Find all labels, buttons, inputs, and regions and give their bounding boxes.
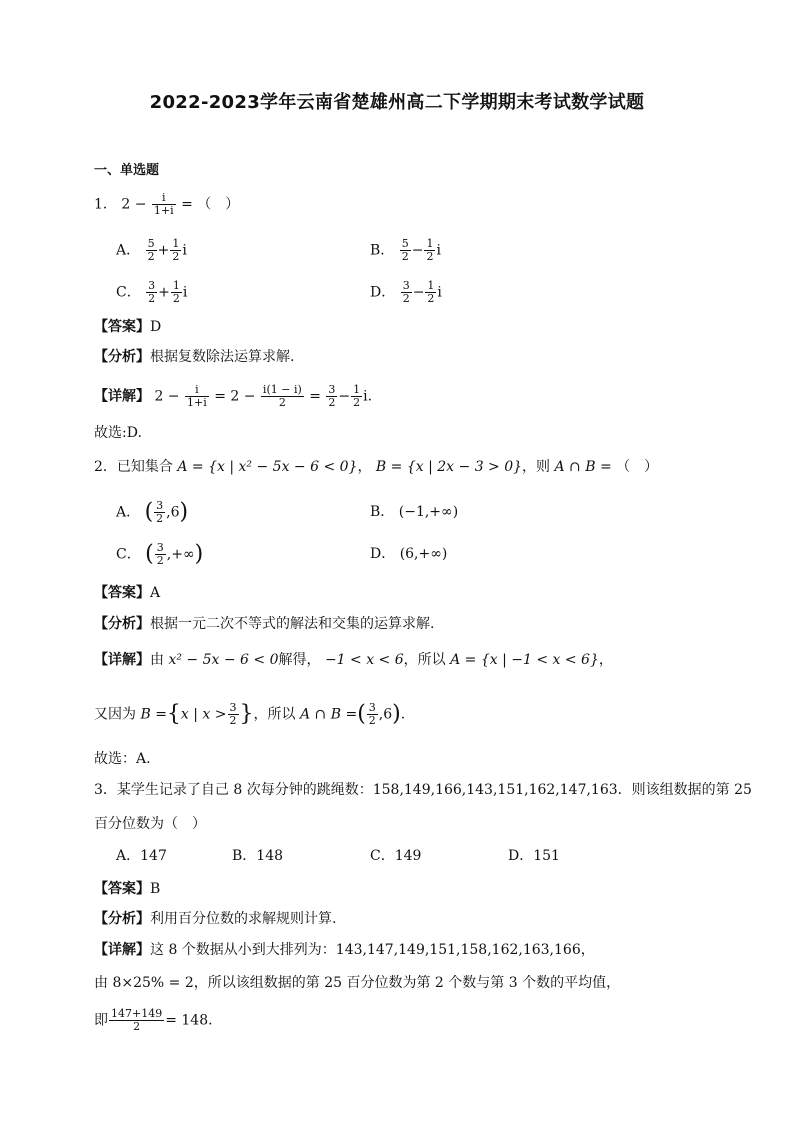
q1-answer: 【答案】D <box>94 319 162 335</box>
q1-option-d: D． $\frac{3}{2}$ − $\frac{1}{2}$ i <box>370 279 442 305</box>
q2-option-d: D． (6,+∞) <box>370 546 448 562</box>
question-2-stem: 2．已知集合 A = {x | x² − 5x − 6 < 0}， B = {x | 2x − 3 > 0}，则 A ∩ B = （ ） <box>94 459 659 475</box>
question-number: 1． <box>94 196 117 213</box>
q3-detail-line2: 由 8×25% = 2，所以该组数据的第 25 百分位数为第 2 个数与第 3 个数的平均值， <box>94 975 621 991</box>
q1-option-a: A． $\frac{5}{2}$ + $\frac{1}{2}$ i <box>116 237 187 263</box>
section-heading: 一、单选题 <box>94 163 160 178</box>
stem-fraction: $\frac{i}{1+i}$ <box>153 191 174 217</box>
q1-detail: 【详解】 2 − $\frac{i}{1+i}$ = 2 − $\frac{i(1 - i)}{2}$ = $\frac{3}{2}$ − $\frac{1}{2}$ i. <box>94 383 373 409</box>
q1-conclusion: 故选:D. <box>94 425 142 441</box>
q2-option-b: B． (−1,+∞) <box>370 504 459 520</box>
q1-option-c: C． $\frac{3}{2}$ + $\frac{1}{2}$ i <box>116 279 188 305</box>
q2-analysis: 【分析】根据一元二次不等式的解法和交集的运算求解. <box>94 616 435 632</box>
q3-option-d: D．151 <box>508 848 560 864</box>
question-1-stem <box>94 192 239 217</box>
stem-prefix: 2 − <box>121 196 147 213</box>
question-3-stem-line1: 3．某学生记录了自己 8 次每分钟的跳绳数：158,149,166,143,151,162,147,163．则该组数据的第 25 <box>94 782 752 798</box>
document-title: 2022-2023学年云南省楚雄州高二下学期期末考试数学试题 <box>149 92 645 113</box>
q2-option-a: A． ( $\frac{3}{2}$ ,6) <box>116 499 189 525</box>
q3-detail-line1: 【详解】这 8 个数据从小到大排列为：143,147,149,151,158,162,163,166， <box>94 942 595 958</box>
q3-option-c: C．149 <box>370 848 422 864</box>
q2-detail-line2: 又因为 B ={x | x > $\frac{3}{2}$ }，所以 A ∩ B =( $\frac{3}{2}$ ,6). <box>94 701 406 727</box>
stem-suffix: = （ ） <box>181 196 240 213</box>
q2-option-c: C． ( $\frac{3}{2}$ ,+∞) <box>116 541 204 567</box>
q1-option-b: B． $\frac{5}{2}$ − $\frac{1}{2}$ i <box>370 237 441 263</box>
q3-detail-line3: 即 $\frac{147+149}{2}$ = 148． <box>94 1007 223 1033</box>
q2-detail-line1: 【详解】由 x² − 5x − 6 < 0解得， −1 < x < 6，所以 A = {x | −1 < x < 6}， <box>94 652 613 668</box>
q3-analysis: 【分析】利用百分位数的求解规则计算. <box>94 911 337 927</box>
q2-answer: 【答案】A <box>94 585 161 601</box>
q3-option-a: A．147 <box>116 848 167 864</box>
q1-analysis: 【分析】根据复数除法运算求解. <box>94 349 295 365</box>
q3-option-b: B．148 <box>232 848 284 864</box>
q3-answer: 【答案】B <box>94 881 161 897</box>
question-3-stem-line2: 百分位数为（ ） <box>94 816 206 832</box>
q2-conclusion: 故选：A. <box>94 751 151 767</box>
